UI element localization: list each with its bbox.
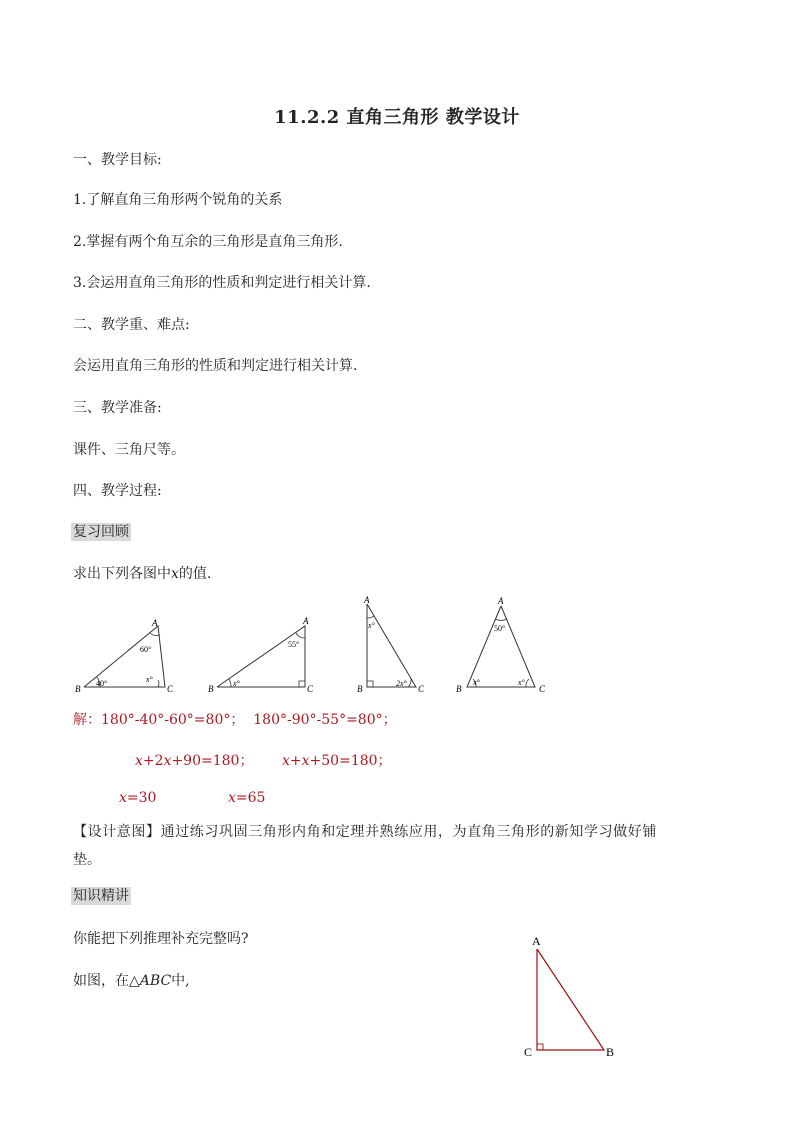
goal-1: 1.了解直角三角形两个锐角的关系 [73,192,283,208]
angle-c-label: x° [146,675,153,684]
vertex-a: A [364,595,370,605]
solution-eq-3: x+2x+90=180； [135,753,254,769]
angle-c-label: x° [518,678,525,687]
vertex-c: C [307,684,314,694]
triangle-figure-2 [204,612,319,696]
solution-eq-4: x+x+50=180； [282,753,392,769]
angle-c-label: 2x° [396,679,407,688]
angle-a-label: 60° [140,645,152,654]
solution-answer-1: x=30 [119,790,157,806]
goals-heading: 一、教学目标: [73,152,162,168]
angle-a-label: 50° [494,624,506,633]
vertex-a: A [152,618,158,628]
goal-2: 2.掌握有两个角互余的三角形是直角三角形. [73,234,343,250]
prep-text: 课件、三角尺等。 [73,442,185,458]
angle-b-label: x° [233,679,240,688]
angle-b-label: 40° [96,679,108,688]
solution-line-1: 解：180°-40°-60°=80°； 180°-90°-55°=80°； [73,712,397,728]
vertex-b: B [606,1045,615,1059]
vertex-a: A [498,596,504,606]
vertex-c: C [167,684,174,694]
triangle-figure-1 [70,612,180,696]
key-text: 会运用直角三角形的性质和判定进行相关计算. [73,358,358,374]
right-triangle-figure [520,930,620,1062]
design-intent-line-1: 【设计意图】通过练习巩固三角形内角和定理并熟练应用，为直角三角形的新知学习做好铺 [73,824,657,840]
vertex-b: B [357,684,363,694]
vertex-a: A [532,934,541,948]
vertex-c: C [524,1045,533,1059]
design-intent-line-2: 垫。 [73,852,101,868]
knowledge-question: 你能把下列推理补充完整吗? [73,931,249,947]
vertex-b: B [456,684,462,694]
knowledge-intro: 如图，在△ABC中, [73,973,190,989]
angle-b-label: x° [473,678,480,687]
page-title: 11.2.2 直角三角形 教学设计 [274,107,520,128]
triangle-figure-4 [452,594,552,696]
prep-heading: 三、教学准备: [73,400,162,416]
goal-3: 3.会运用直角三角形的性质和判定进行相关计算. [73,275,371,291]
vertex-b: B [75,684,81,694]
review-prompt: 求出下列各图中x的值. [73,566,212,582]
triangle-figure-3 [356,594,432,696]
key-heading: 二、教学重、难点: [73,317,190,333]
review-tag: 复习回顾 [73,524,129,540]
angle-a-label: 55° [288,640,300,649]
vertex-b: B [208,684,214,694]
process-heading: 四、教学过程: [73,483,162,499]
vertex-c: C [418,684,425,694]
vertex-c: C [539,684,546,694]
knowledge-tag: 知识精讲 [73,888,129,904]
angle-a-label: x° [368,621,375,630]
solution-answer-2: x=65 [228,790,266,806]
vertex-a: A [303,616,309,626]
